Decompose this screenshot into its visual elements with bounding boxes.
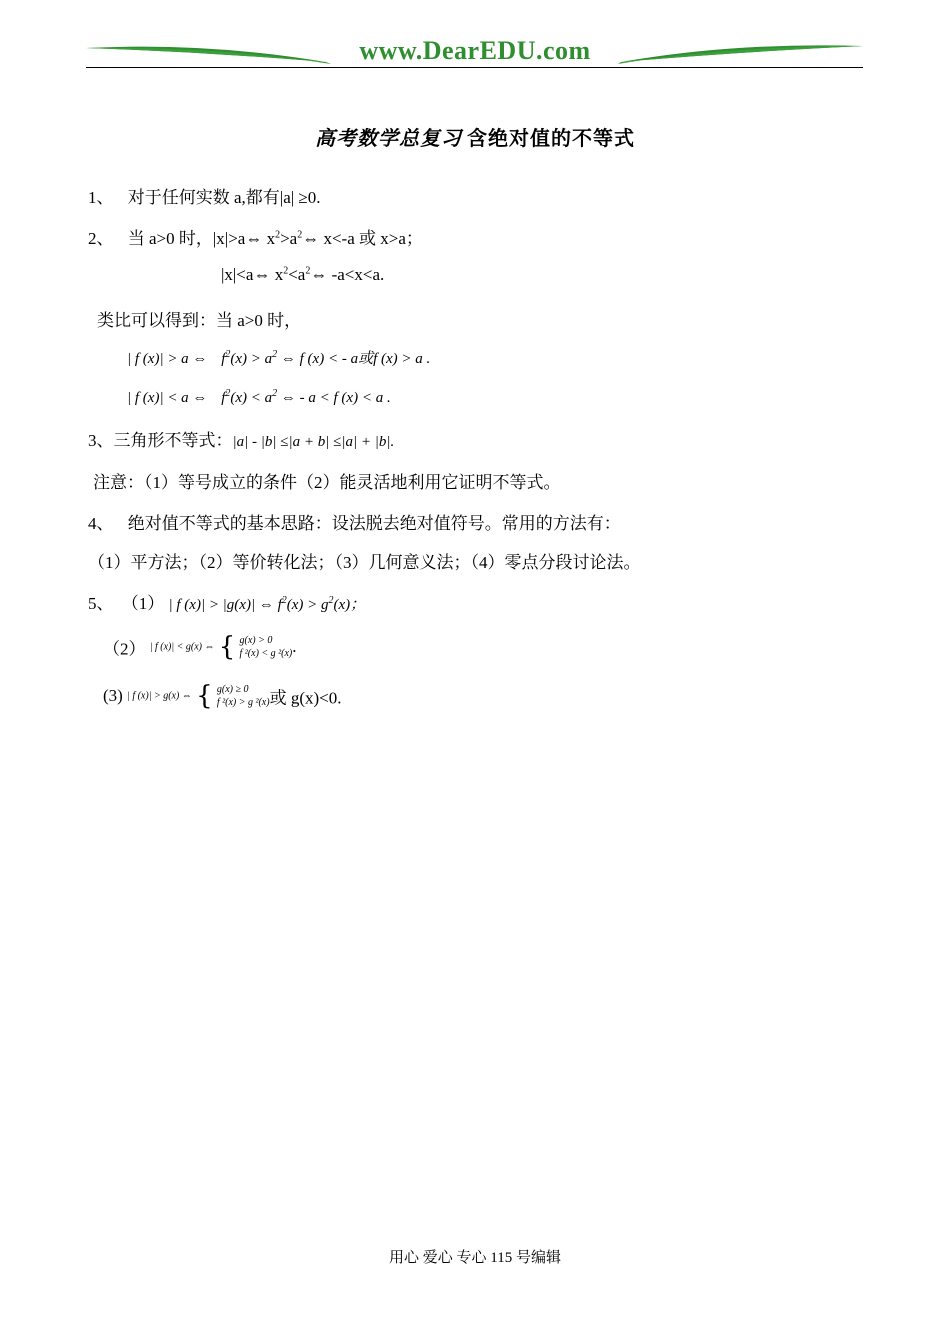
case-row: f ²(x) < g ²(x) xyxy=(239,648,293,659)
superscript: 2 xyxy=(297,229,303,241)
formula-part: ⇔ f (x) < - a或f (x) > a . xyxy=(280,351,431,367)
superscript: 2 xyxy=(225,349,231,360)
item-2 xyxy=(88,224,423,249)
item-5-3 xyxy=(103,683,342,709)
formula-part: | f (x)| < g(x) ⇔ xyxy=(149,641,215,653)
item-text: （2） xyxy=(103,639,146,659)
superscript: 2 xyxy=(272,349,278,360)
case-row: g(x) > 0 xyxy=(239,635,273,646)
site-logo-text[interactable]: www.DearEDU.com xyxy=(359,36,591,65)
formula-part: (x) > a xyxy=(230,351,273,367)
formula-part: | f (x)| > g(x) ⇔ xyxy=(127,690,192,702)
item-number: 3、 xyxy=(88,431,114,450)
case-brace: { g(x) ≥ 0 f ²(x) > g ²(x) xyxy=(196,681,270,711)
superscript: 2 xyxy=(272,388,278,399)
case-row: f ²(x) > g ²(x) xyxy=(216,697,270,708)
item-2-second-line xyxy=(221,265,384,285)
formula-part: f xyxy=(221,390,226,406)
formula-part: | f (x)| < a ⇔ xyxy=(127,390,208,406)
formula-part: (x) > g xyxy=(286,597,329,613)
case-row: g(x) ≥ 0 xyxy=(216,684,249,695)
item-5 xyxy=(88,589,365,614)
item-number: 2、 xyxy=(88,229,114,248)
page-footer: 用心 爱心 专心 115 号编辑 xyxy=(389,1250,561,1266)
item-number: 1、 xyxy=(88,188,114,207)
methods-text: （1）平方法；（2）等价转化法；（3）几何意义法；（4）零点分段讨论法。 xyxy=(88,553,641,572)
item-text: >a xyxy=(280,229,298,248)
page-title xyxy=(0,122,950,151)
site-header xyxy=(86,36,863,70)
item-text: ⇔ x<-a 或 x>a； xyxy=(302,229,423,248)
item-5-2 xyxy=(103,634,297,660)
item-text: 三角形不等式： xyxy=(113,431,233,450)
item-text: （1） xyxy=(121,594,165,613)
superscript: 2 xyxy=(305,265,311,277)
superscript: 2 xyxy=(225,388,231,399)
header-rule xyxy=(86,67,863,68)
item-text: (3) xyxy=(103,686,123,705)
item-text: ⇔ -a<x<a. xyxy=(310,265,385,284)
formula-part: (x) < a xyxy=(230,390,273,406)
item-3 xyxy=(88,426,394,451)
formula-part: 或 g(x)<0. xyxy=(269,688,342,708)
formula-part: ⇔ - a < f (x) < a . xyxy=(280,390,391,406)
item-1 xyxy=(88,183,320,208)
superscript: 2 xyxy=(283,265,289,277)
item-text: 绝对值不等式的基本思路：设法脱去绝对值符号。常用的方法有： xyxy=(127,514,621,533)
item-number: 4、 xyxy=(88,514,114,533)
item-text: <a xyxy=(288,265,306,284)
triangle-inequality-formula: |a| - |b| ≤|a + b| ≤|a| + |b|. xyxy=(232,434,395,450)
formula-abs-greater xyxy=(127,347,430,368)
title-part1: 高考数学总复习 xyxy=(315,126,462,150)
formula-abs-less xyxy=(127,388,391,407)
formula-part: . xyxy=(292,637,297,656)
formula-part: (x)； xyxy=(333,597,366,613)
item-text: 对于任何实数 a,都有|a| ≥0. xyxy=(127,188,321,207)
case-brace: { g(x) > 0 f ²(x) < g ²(x) xyxy=(218,632,293,662)
formula-part: | f (x)| > |g(x)| ⇔ f xyxy=(168,597,282,613)
item-4 xyxy=(88,509,621,534)
item-number: 5、 xyxy=(88,594,114,613)
formula-part: f xyxy=(221,351,226,367)
analogy-text: 类比可以得到：当 a>0 时， xyxy=(97,311,302,330)
superscript: 2 xyxy=(281,595,287,606)
formula-part: | f (x)| > a ⇔ xyxy=(127,351,208,367)
item-text: |x|<a⇔ x xyxy=(221,265,284,284)
item-text: 当 a>0 时，|x|>a⇔ x xyxy=(127,229,276,248)
superscript: 2 xyxy=(275,229,281,241)
superscript: 2 xyxy=(328,595,334,606)
title-part2: 含绝对值的不等式 xyxy=(467,126,635,150)
note-text: 注意：（1）等号成立的条件（2）能灵活地利用它证明不等式。 xyxy=(93,473,561,492)
